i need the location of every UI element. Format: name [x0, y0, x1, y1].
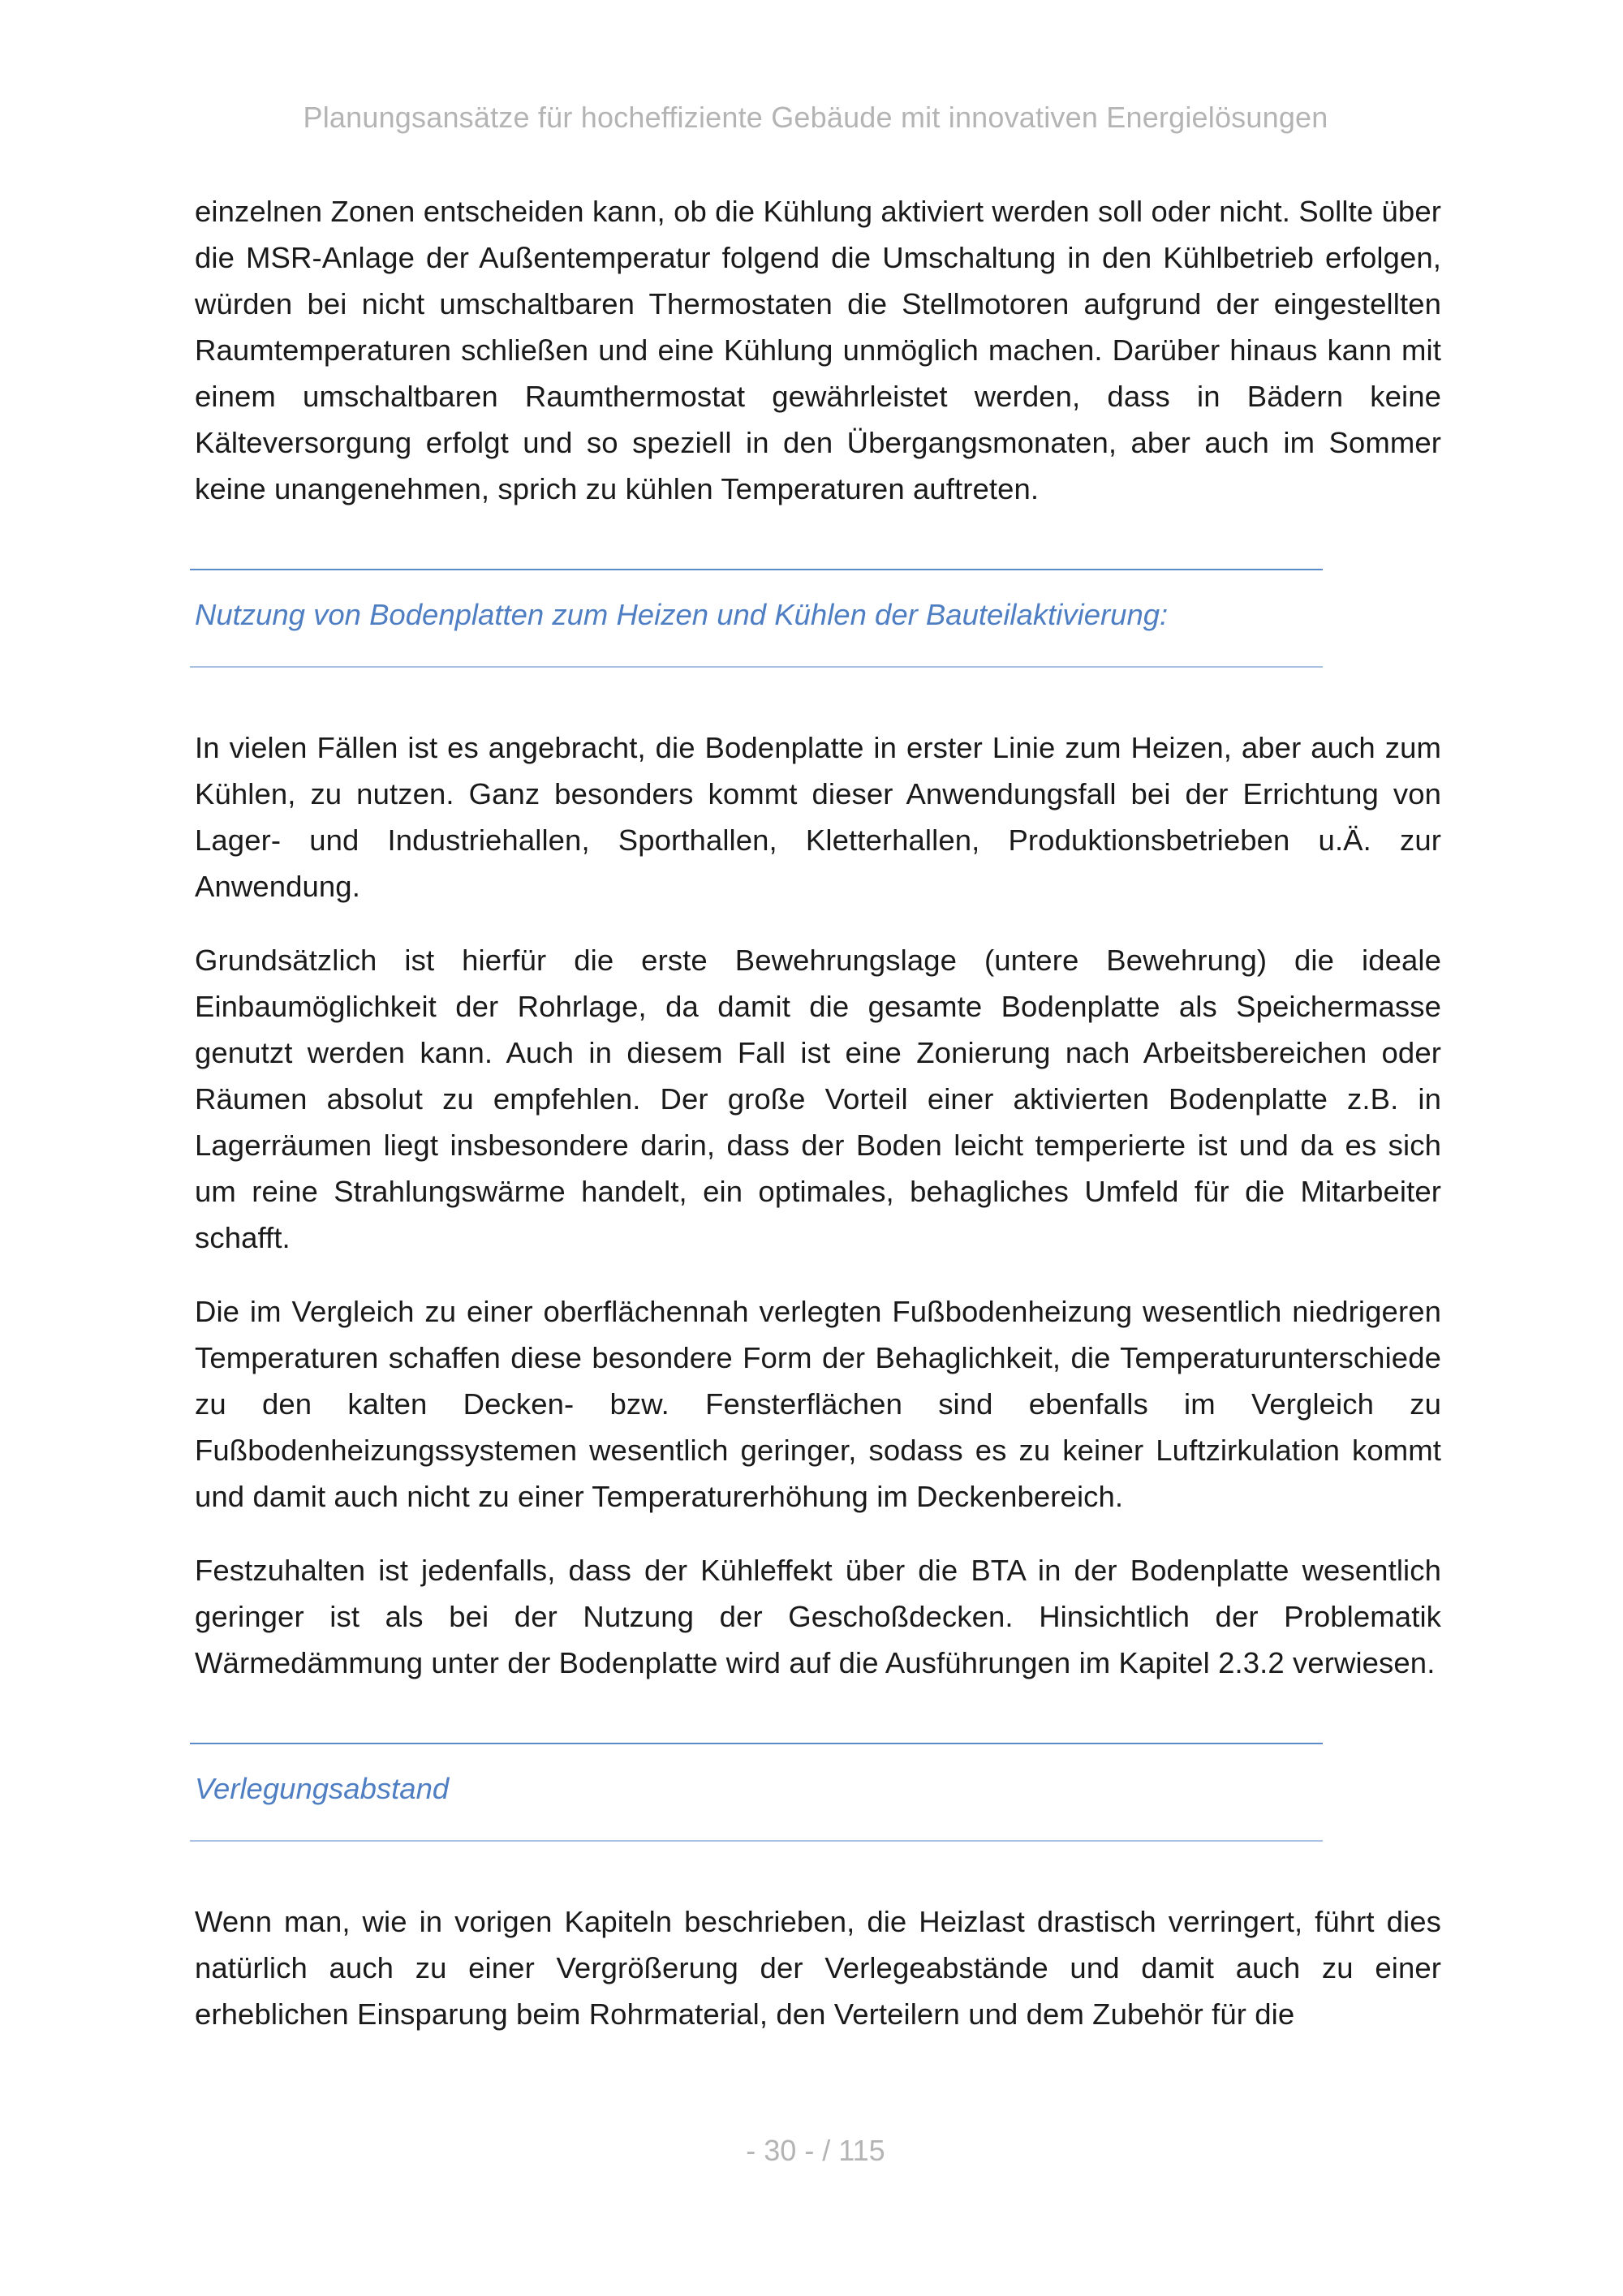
paragraph: Die im Vergleich zu einer oberflächennah verlegten Fußbodenheizung wesentlich niedrigeren Temperaturen schaffen diese besondere Form der Behaglichkeit, die Temperaturunterschiede zu den kalten Decken- bzw. Fensterflächen sind ebenfalls im Vergleich zu Fußbodenheizungssystemen wesentlich geringer, sodass es zu keiner Luftzirkulation kommt und damit auch nicht zu einer Temperaturerhöhung im Deckenbereich.: [195, 1295, 1441, 1513]
paragraph: Grundsätzlich ist hierfür die erste Bewehrungslage (untere Bewehrung) die ideale Einbaumöglichkeit der Rohrlage, da damit die gesamte Bodenplatte als Speichermasse genutzt werden kann. Auch in diesem Fall ist eine Zonierung nach Arbeitsbereichen oder Räumen absolut zu empfehlen. Der große Vorteil einer aktivierten Bodenplatte z.B. in Lagerräumen liegt insbesondere darin, dass der Boden leicht temperierte ist und da es sich um reine Strahlungswärme handelt, ein optimales, behagliches Umfeld für die Mitarbeiter schafft.: [195, 944, 1441, 1254]
document-body: [195, 188, 1441, 2065]
page-number: - 30 - / 115: [746, 2134, 885, 2167]
section-heading-bodenplatten: [190, 569, 1323, 668]
section-title: Nutzung von Bodenplatten zum Heizen und Kühlen der Bauteilaktivierung:: [195, 598, 1169, 631]
paragraph: Wenn man, wie in vorigen Kapiteln beschrieben, die Heizlast drastisch verringert, führt dies natürlich auch zu einer Vergrößerung der Verlegeabstände und damit auch zu einer erheblichen Einsparung beim Rohrmaterial, den Verteilern und dem Zubehör für die: [195, 1905, 1441, 2031]
section-heading-verlegungsabstand: [190, 1743, 1323, 1842]
section-title: Verlegungsabstand: [195, 1772, 450, 1805]
paragraph: Festzuhalten ist jedenfalls, dass der Kühleffekt über die BTA in der Bodenplatte wesentlich geringer ist als bei der Nutzung der Geschoßdecken. Hinsichtlich der Problematik Wärmedämmung unter der Bodenplatte wird auf die Ausführungen im Kapitel 2.3.2 verwiesen.: [195, 1554, 1441, 1679]
paragraph: In vielen Fällen ist es angebracht, die Bodenplatte in erster Linie zum Heizen, aber auch zum Kühlen, zu nutzen. Ganz besonders kommt dieser Anwendungsfall bei der Errichtung von Lager- und Industriehallen, Sporthallen, Kletterhallen, Produktionsbetrieben u.Ä. zur Anwendung.: [195, 731, 1441, 903]
intro-paragraph: einzelnen Zonen entscheiden kann, ob die Kühlung aktiviert werden soll oder nicht. Sollte über die MSR-Anlage der Außentemperatur folgend die Umschaltung in den Kühlbetrieb erfolgen, würden bei nicht umschaltbaren Thermostaten die Stellmotoren aufgrund der eingestellten Raumtemperaturen schließen und eine Kühlung unmöglich machen. Darüber hinaus kann mit einem umschaltbaren Raumthermostat gewährleistet werden, dass in Bädern keine Kälteversorgung erfolgt und so speziell in den Übergangsmonaten, aber auch im Sommer keine unangenehmen, sprich zu kühlen Temperaturen auftreten.: [195, 195, 1441, 505]
running-header: Planungsansätze für hocheffiziente Gebäude mit innovativen Energielösungen: [303, 101, 1328, 134]
